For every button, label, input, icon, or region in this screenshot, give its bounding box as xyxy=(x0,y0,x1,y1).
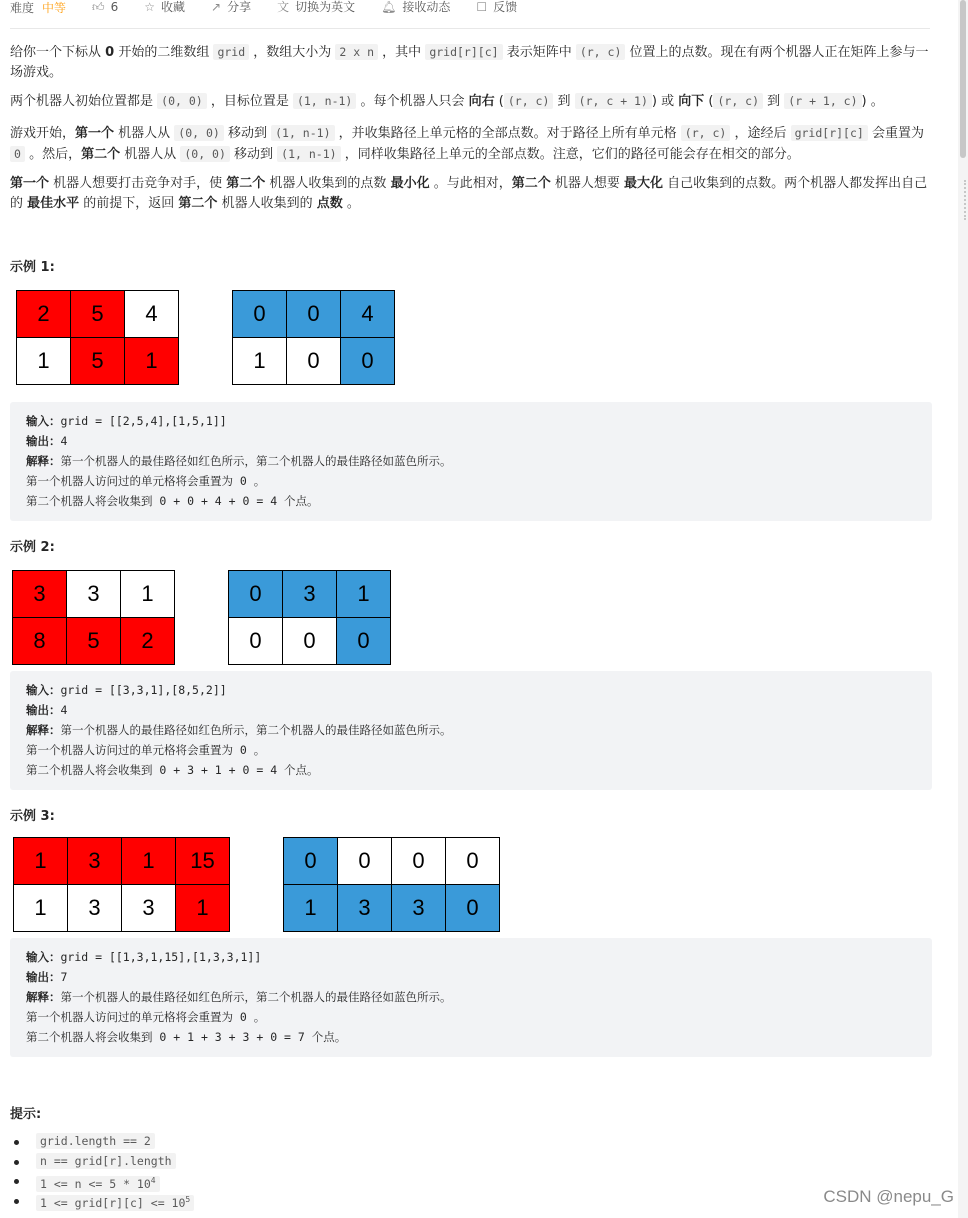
grid-cell: 0 xyxy=(392,838,446,885)
grid-cell: 1 xyxy=(17,338,71,385)
grid-cell: 1 xyxy=(176,885,230,932)
grid-cell: 4 xyxy=(125,291,179,338)
example-1-blue-grid xyxy=(232,290,395,385)
grid-cell: 0 xyxy=(337,618,391,665)
example-3-blue-grid xyxy=(283,837,500,932)
grid-cell: 1 xyxy=(284,885,338,932)
share-label: 分享 xyxy=(227,0,252,14)
example-explain-line-3: 第二个机器人将会收集到 0 + 3 + 1 + 0 = 4 个点。 xyxy=(26,763,319,777)
favorite-button[interactable] xyxy=(144,1,185,13)
grid-cell: 0 xyxy=(229,571,283,618)
grid-cell: 1 xyxy=(14,838,68,885)
grid-cell: 5 xyxy=(71,338,125,385)
grid-cell: 0 xyxy=(283,618,337,665)
grid-cell: 5 xyxy=(71,291,125,338)
translate-icon: 文 xyxy=(277,0,290,14)
star-icon: ☆ xyxy=(144,0,155,14)
example-1-title: 示例 1: xyxy=(10,260,55,275)
example-output-line: 输出：4 xyxy=(26,703,68,717)
grid-cell: 0 xyxy=(284,838,338,885)
example-3-title: 示例 3: xyxy=(10,809,55,824)
grid-cell: 1 xyxy=(233,338,287,385)
grid-cell: 4 xyxy=(341,291,395,338)
example-explain-line-2: 第一个机器人访问过的单元格将会重置为 0 。 xyxy=(26,743,266,757)
grid-cell: 3 xyxy=(68,838,122,885)
example-output-line: 输出：7 xyxy=(26,970,68,984)
grid-cell: 3 xyxy=(283,571,337,618)
grid-cell: 0 xyxy=(229,618,283,665)
subscribe-button[interactable] xyxy=(381,1,450,13)
example-2-red-grid xyxy=(12,570,175,665)
example-explain-line: 解释：第一个机器人的最佳路径如红色所示，第二个机器人的最佳路径如蓝色所示。 xyxy=(26,454,452,468)
tips-list xyxy=(36,1132,194,1210)
description-paragraph-3: 游戏开始，第一个 机器人从 (0, 0) 移动到 (1, n-1) ，并收集路径上单元格的全部点数。对于路径上所有单元格 (r, c) ，途经后 grid[r][c] 会重置为 0 。然后，第二个 机器人从 (0, 0) 移动到 (1, n-1) ，同样收集路径上单元的全部点数。注意，它们的路径可能会存在相交的部分。 xyxy=(10,126,924,162)
grid-cell: 3 xyxy=(338,885,392,932)
example-1-code-block xyxy=(10,402,932,521)
tip-item: n == grid[r].length xyxy=(36,1152,194,1172)
scrollbar[interactable] xyxy=(958,0,968,1218)
grid-cell: 0 xyxy=(287,338,341,385)
grid-cell: 2 xyxy=(121,618,175,665)
example-1-red-grid xyxy=(16,290,179,385)
grid-cell: 1 xyxy=(125,338,179,385)
tips-title: 提示: xyxy=(10,1107,42,1122)
tip-item: $1 <= n <= 5 * 10^4$ xyxy=(36,1171,194,1191)
example-explain-line-2: 第一个机器人访问过的单元格将会重置为 0 。 xyxy=(26,474,266,488)
grid-cell: 0 xyxy=(338,838,392,885)
example-explain-line-3: 第二个机器人将会收集到 0 + 0 + 4 + 0 = 4 个点。 xyxy=(26,494,319,508)
difficulty-label: 难度 xyxy=(10,0,35,15)
example-explain-line-2: 第一个机器人访问过的单元格将会重置为 0 。 xyxy=(26,1010,266,1024)
feedback-button[interactable] xyxy=(476,1,517,13)
grid-cell: 5 xyxy=(67,618,121,665)
grid-cell: 3 xyxy=(68,885,122,932)
scrollbar-grip xyxy=(964,180,967,220)
grid-cell: 0 xyxy=(341,338,395,385)
feedback-icon: ☐ xyxy=(476,0,488,14)
tip-item: 1 <= grid[r][c] <= $10^5$ xyxy=(36,1191,194,1211)
tip-item: grid.length == 2 xyxy=(36,1132,194,1152)
favorite-label: 收藏 xyxy=(160,0,185,14)
grid-cell: 3 xyxy=(67,571,121,618)
example-explain-line: 解释：第一个机器人的最佳路径如红色所示，第二个机器人的最佳路径如蓝色所示。 xyxy=(26,723,452,737)
share-button[interactable] xyxy=(211,1,251,13)
like-button[interactable] xyxy=(92,1,118,13)
grid-cell: 0 xyxy=(287,291,341,338)
grid-cell: 3 xyxy=(392,885,446,932)
grid-cell: 3 xyxy=(13,571,67,618)
example-3-red-grid xyxy=(13,837,230,932)
example-output-line: 输出：4 xyxy=(26,434,68,448)
grid-cell: 1 xyxy=(122,838,176,885)
example-explain-line: 解释：第一个机器人的最佳路径如红色所示，第二个机器人的最佳路径如蓝色所示。 xyxy=(26,990,452,1004)
grid-cell: 1 xyxy=(337,571,391,618)
problem-toolbar xyxy=(10,0,543,14)
switch-language-label: 切换为英文 xyxy=(295,0,356,14)
grid-cell: 3 xyxy=(122,885,176,932)
grid-cell: 0 xyxy=(233,291,287,338)
bell-icon: 🔔︎ xyxy=(381,0,397,14)
example-3-code-block xyxy=(10,938,932,1057)
grid-cell: 0 xyxy=(446,838,500,885)
example-2-blue-grid xyxy=(228,570,391,665)
grid-cell: 1 xyxy=(14,885,68,932)
grid-cell: 0 xyxy=(446,885,500,932)
grid-cell: 15 xyxy=(176,838,230,885)
thumbs-up-icon: 👍︎ xyxy=(92,0,105,14)
grid-cell: 1 xyxy=(121,571,175,618)
switch-language-button[interactable] xyxy=(277,1,355,13)
subscribe-label: 接收动态 xyxy=(402,0,451,14)
share-icon: ↗ xyxy=(211,0,222,14)
example-input-line: 输入：grid = [[1,3,1,15],[1,3,3,1]] xyxy=(26,950,262,964)
difficulty-value: 中等 xyxy=(42,0,67,15)
feedback-label: 反馈 xyxy=(493,0,518,14)
like-count: 6 xyxy=(110,0,119,14)
description-paragraph-2: 两个机器人初始位置都是 (0, 0) ，目标位置是 (1, n-1) 。每个机器人只会 向右 ( (r, c) 到 (r, c + 1) ) 或 向下 ( (r, c) 到 (r + 1, c) ) 。 xyxy=(10,94,884,109)
example-explain-line-3: 第二个机器人将会收集到 0 + 1 + 3 + 3 + 0 = 7 个点。 xyxy=(26,1030,347,1044)
description-paragraph-4: 第一个 机器人想要打击竞争对手，使 第二个 机器人收集到的点数 最小化 。与此相对，第二个 机器人想要 最大化 自己收集到的点数。两个机器人都发挥出自己的 最佳水平 的前提下，返回 第二个 机器人收集到的 点数 。 xyxy=(10,176,928,211)
example-input-line: 输入：grid = [[3,3,1],[8,5,2]] xyxy=(26,683,227,697)
grid-cell: 8 xyxy=(13,618,67,665)
toolbar-divider xyxy=(10,28,930,29)
example-2-title: 示例 2: xyxy=(10,540,55,555)
watermark: CSDN @nepu_G xyxy=(823,1187,954,1206)
description-paragraph-1: 给你一个下标从 0 开始的二维数组 grid ，数组大小为 2 x n ，其中 grid[r][c] 表示矩阵中 (r, c) 位置上的点数。现在有两个机器人正在矩阵上参与一场游戏。 xyxy=(10,45,929,80)
example-input-line: 输入：grid = [[2,5,4],[1,5,1]] xyxy=(26,414,227,428)
scrollbar-thumb[interactable] xyxy=(960,0,966,158)
example-2-code-block xyxy=(10,671,932,790)
grid-cell: 2 xyxy=(17,291,71,338)
